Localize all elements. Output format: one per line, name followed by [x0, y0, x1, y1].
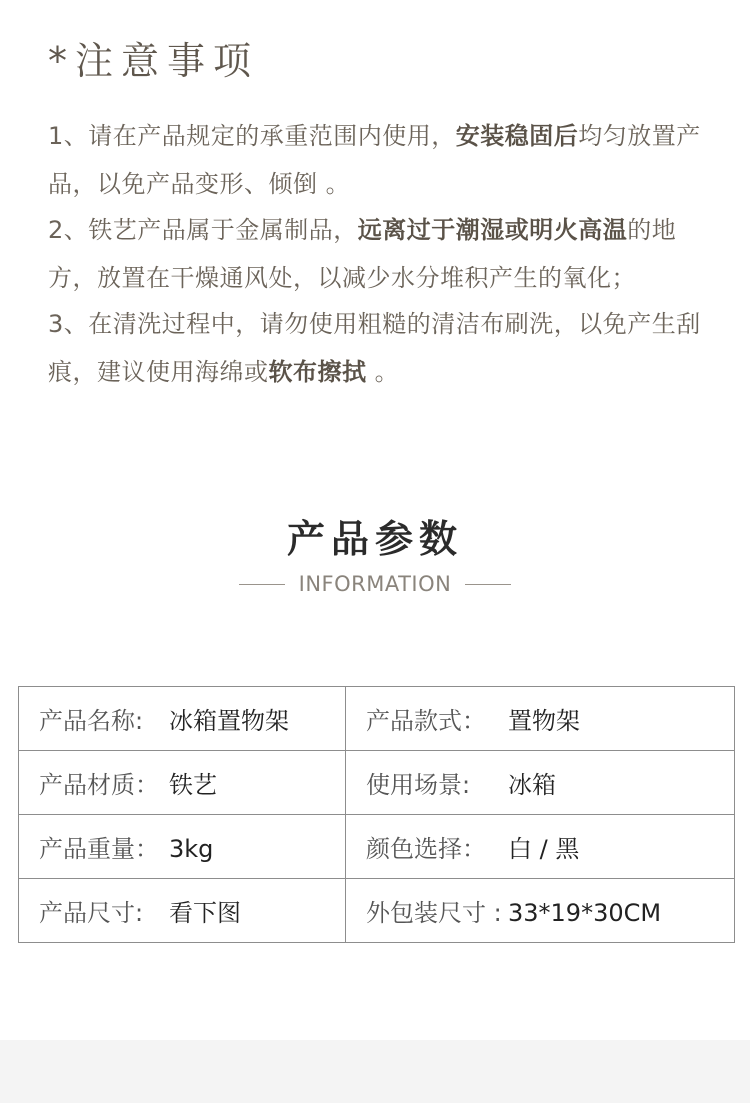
table-row [19, 687, 735, 751]
param-label: 产品名称: [39, 707, 144, 735]
notice-text: 的地方，放置在干燥通风处，以减少水分堆积产生的氧化； [48, 216, 677, 292]
params-section-title: 产品参数 [286, 517, 463, 561]
param-value: 33*19*30CM [508, 899, 662, 927]
params-table [18, 686, 735, 943]
notice-text: 均匀放置产品，以免产品变形、倾倒 。 [48, 122, 701, 198]
table-row [19, 879, 735, 943]
param-label: 产品材质： [39, 771, 159, 799]
param-cell [19, 879, 346, 943]
footer-band [0, 1040, 750, 1103]
param-label: 产品款式： [366, 707, 486, 735]
divider-line-right [465, 584, 511, 585]
param-value: 置物架 [508, 707, 580, 735]
notice-emphasis: 远离过于潮湿或明火高温 [357, 216, 628, 244]
param-value: 看下图 [169, 899, 241, 927]
param-cell [19, 751, 346, 815]
param-cell [346, 751, 735, 815]
notice-item-2 [48, 206, 718, 302]
param-label: 使用场景: [366, 771, 471, 799]
param-label: 颜色选择： [366, 835, 486, 863]
param-value: 冰箱置物架 [169, 707, 289, 735]
param-value: 冰箱 [508, 771, 556, 799]
notice-item-3 [48, 300, 718, 396]
param-cell [346, 879, 735, 943]
table-row [19, 815, 735, 879]
divider-line-left [239, 584, 285, 585]
params-subtitle-row [0, 572, 750, 596]
notice-text: 。 [366, 358, 400, 386]
param-value: 3kg [169, 835, 214, 863]
param-value: 白 / 黑 [508, 835, 580, 863]
param-label: 产品重量： [39, 835, 159, 863]
notice-emphasis: 软布擦拭 [268, 358, 367, 386]
param-label: 外包装尺寸 : [366, 899, 502, 927]
notice-item-1 [48, 112, 718, 208]
notice-emphasis: 安装稳固后 [455, 122, 579, 150]
notice-title: *注意事项 [48, 39, 260, 83]
param-cell [19, 687, 346, 751]
notice-list [48, 112, 718, 394]
notice-text: 3、在清洗过程中，请勿使用粗糙的清洁布刷洗，以免产生刮痕，建议使用海绵或 [48, 310, 701, 386]
notice-text: 2、铁艺产品属于金属制品， [48, 216, 358, 244]
param-cell [346, 815, 735, 879]
param-cell [19, 815, 346, 879]
table-row [19, 751, 735, 815]
param-label: 产品尺寸: [39, 899, 144, 927]
notice-text: 1、请在产品规定的承重范围内使用， [48, 122, 456, 150]
params-subtitle: INFORMATION [298, 572, 452, 596]
param-value: 铁艺 [169, 771, 217, 799]
param-cell [346, 687, 735, 751]
